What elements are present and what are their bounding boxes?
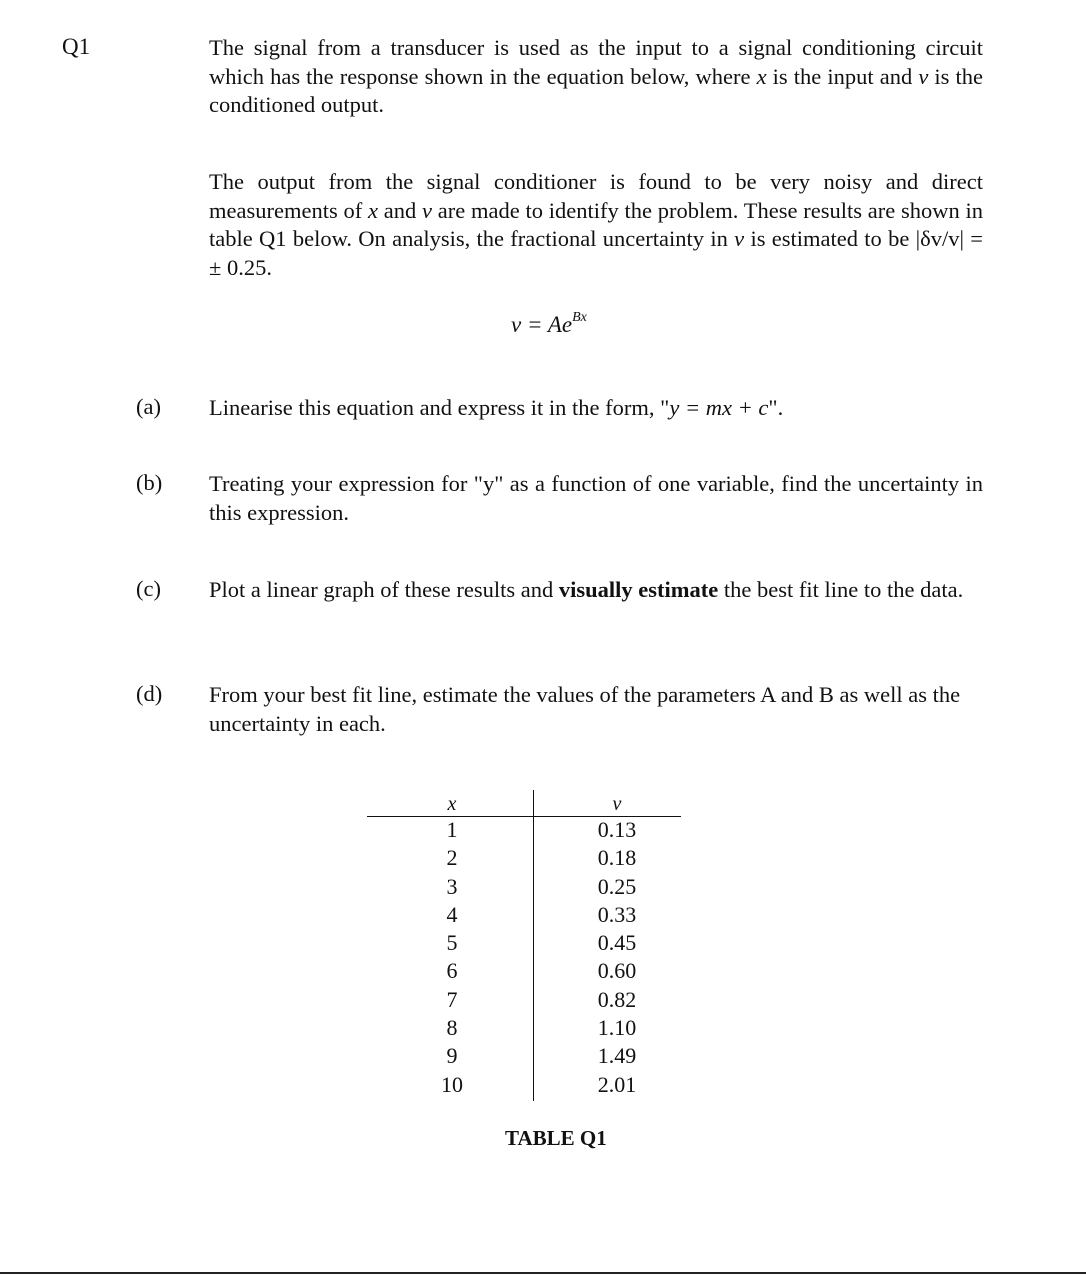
part-d-label: (d) xyxy=(136,681,163,706)
table-cell-v: 0.13 xyxy=(597,817,637,842)
table-cell-v: 0.18 xyxy=(597,845,637,871)
part-c-text: Plot a linear graph of these results and visually estimate the best fit line to the data. xyxy=(209,577,964,602)
table-caption: TABLE Q1 xyxy=(505,1126,607,1150)
table-header-v: v xyxy=(612,793,622,815)
table-cell-x: 2 xyxy=(446,845,458,871)
table-cell-v: 0.33 xyxy=(597,901,637,927)
table-cell-v: 0.25 xyxy=(597,873,637,899)
table-cell-v: 1.10 xyxy=(597,1015,637,1041)
table-cell-x: 5 xyxy=(446,930,458,956)
part-b-label: (b) xyxy=(136,470,163,495)
table-column-divider xyxy=(533,790,534,1101)
table-cell-x: 6 xyxy=(446,958,458,984)
table-cell-v: 2.01 xyxy=(597,1071,637,1097)
table-header-x: x xyxy=(447,793,457,815)
table-cell-x: 9 xyxy=(446,1043,458,1069)
table-cell-x: 1 xyxy=(446,817,458,842)
intro-paragraph: The signal from a transducer is used as the input to a signal conditioning circuit which has the response shown in the equation below, where x is the input and v is the conditioned output. xyxy=(209,35,984,117)
table-cell-v: 1.49 xyxy=(597,1043,637,1069)
table-cell-v: 0.60 xyxy=(597,958,637,984)
question-number: Q1 xyxy=(62,34,91,59)
table-cell-x: 8 xyxy=(446,1015,458,1041)
part-a-text: Linearise this equation and express it in the form, "y = mx + c". xyxy=(209,395,784,420)
table-cell-x: 4 xyxy=(446,901,458,927)
table-cell-v: 0.82 xyxy=(597,986,637,1012)
noise-paragraph: The output from the signal conditioner is found to be very noisy and direct measurements of x and v are made to identify the problem. These results are shown in table Q1 below. On analysis, the fractional uncertainty in v is estimated to be |δv/v| = ± 0.25. xyxy=(209,169,983,280)
table-column-x xyxy=(422,790,482,1099)
page-bottom-rule xyxy=(0,1272,1086,1274)
table-cell-x: 7 xyxy=(446,986,458,1012)
part-d-text: From your best fit line, estimate the values of the parameters A and B as well as the uncertainty in each. xyxy=(209,682,961,736)
table-cell-x: 3 xyxy=(446,873,458,899)
table-cell-v: 0.45 xyxy=(597,930,637,956)
part-b-text: Treating your expression for "y" as a function of one variable, find the uncertainty in this expression. xyxy=(209,471,983,525)
table-cell-x: 10 xyxy=(441,1071,463,1097)
table-column-v xyxy=(577,790,657,1099)
response-equation: $v = Ae^{Bx}$ xyxy=(511,310,587,337)
part-c-label: (c) xyxy=(136,576,161,601)
part-a-label: (a) xyxy=(136,394,161,419)
